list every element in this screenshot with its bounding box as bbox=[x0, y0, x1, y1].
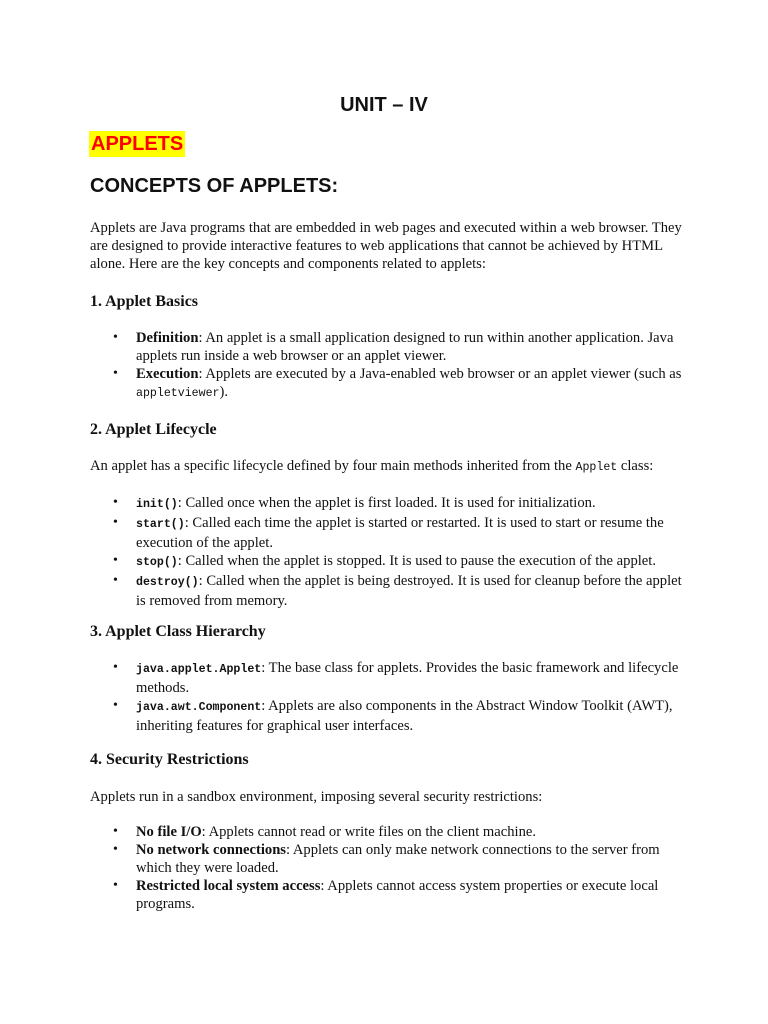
list-item bbox=[0, 552, 686, 572]
item-term: Definition bbox=[136, 330, 199, 346]
item-text: : Applets cannot read or write files on the client machine. bbox=[201, 824, 537, 840]
bullet: • bbox=[113, 573, 118, 588]
list-item bbox=[0, 823, 686, 841]
main-heading: CONCEPTS OF APPLETS: bbox=[90, 175, 339, 197]
section-heading-security-restrictions: 4. Security Restrictions bbox=[90, 751, 249, 768]
intro-text: class: bbox=[617, 458, 654, 474]
item-text: : Called once when the applet is first loaded. It is used for initialization. bbox=[177, 495, 596, 511]
unit-title: UNIT – IV bbox=[340, 94, 428, 116]
item-text: : Called when the applet is stopped. It is used to pause the execution of the applet. bbox=[177, 553, 656, 569]
item-code: java.awt.Component bbox=[136, 701, 262, 714]
item-text: : Called when the applet is being destroyed. It is used for cleanup before the applet is removed from memory. bbox=[136, 573, 682, 609]
item-text: : Called each time the applet is started or restarted. It is used to start or resume the execution of the applet. bbox=[136, 515, 664, 551]
bullet: • bbox=[113, 842, 118, 857]
section-heading-applet-basics: 1. Applet Basics bbox=[90, 293, 199, 310]
intro-paragraph: Applets are Java programs that are embedded in web pages and executed within a web browser. They are designed to provide interactive features to web applications that cannot be achieved by HTML alone. Here are the key concepts and components related to applets: bbox=[90, 220, 682, 272]
bullet: • bbox=[113, 660, 118, 675]
item-code: start() bbox=[136, 518, 185, 531]
intro-text: An applet has a specific lifecycle defined by four main methods inherited from the bbox=[90, 458, 576, 474]
intro-code: Applet bbox=[575, 461, 618, 474]
list-item bbox=[0, 877, 686, 913]
bullet: • bbox=[113, 824, 118, 839]
bullet: • bbox=[113, 330, 118, 345]
lifecycle-list bbox=[0, 494, 768, 610]
applet-basics-list bbox=[0, 329, 768, 403]
bullet: • bbox=[113, 698, 118, 713]
bullet: • bbox=[113, 366, 118, 381]
item-text: : The base class for applets. Provides the basic framework and lifecycle methods. bbox=[136, 660, 679, 696]
list-item bbox=[0, 329, 686, 365]
item-term: No network connections bbox=[136, 842, 286, 858]
item-text: : Applets can only make network connections to the server from which they were loaded. bbox=[136, 842, 660, 876]
item-code: destroy() bbox=[136, 576, 199, 589]
list-item bbox=[0, 659, 686, 697]
applets-highlight-title: APPLETS bbox=[91, 133, 184, 155]
item-term: Execution bbox=[136, 366, 199, 382]
item-code: appletviewer bbox=[136, 387, 220, 400]
item-text: : An applet is a small application designed to run within another application. Java applets run inside a web browser or an applet viewer. bbox=[136, 330, 674, 364]
item-code: init() bbox=[136, 498, 178, 511]
item-text: ). bbox=[219, 384, 229, 400]
bullet: • bbox=[113, 515, 118, 530]
list-item bbox=[0, 572, 686, 610]
list-item bbox=[0, 365, 686, 403]
list-item bbox=[0, 494, 686, 514]
item-text: : Applets cannot access system properties or execute local programs. bbox=[136, 878, 659, 912]
class-hierarchy-list bbox=[0, 659, 768, 735]
lifecycle-intro bbox=[90, 457, 730, 477]
item-code: java.applet.Applet bbox=[136, 663, 262, 676]
section-heading-class-hierarchy: 3. Applet Class Hierarchy bbox=[90, 623, 266, 640]
list-item bbox=[0, 697, 686, 735]
item-term: Restricted local system access bbox=[136, 878, 321, 894]
item-text: : Applets are also components in the Abstract Window Toolkit (AWT), inheriting features for graphical user interfaces. bbox=[136, 698, 673, 734]
item-term: No file I/O bbox=[136, 824, 202, 840]
list-item bbox=[0, 841, 686, 877]
security-list bbox=[0, 823, 768, 913]
bullet: • bbox=[113, 553, 118, 568]
security-intro: Applets run in a sandbox environment, imposing several security restrictions: bbox=[90, 789, 543, 805]
bullet: • bbox=[113, 878, 118, 893]
section-heading-applet-lifecycle: 2. Applet Lifecycle bbox=[90, 421, 217, 438]
item-text: : Applets are executed by a Java-enabled web browser or an applet viewer (such as bbox=[198, 366, 682, 382]
bullet: • bbox=[113, 495, 118, 510]
list-item bbox=[0, 514, 686, 552]
item-code: stop() bbox=[136, 556, 178, 569]
